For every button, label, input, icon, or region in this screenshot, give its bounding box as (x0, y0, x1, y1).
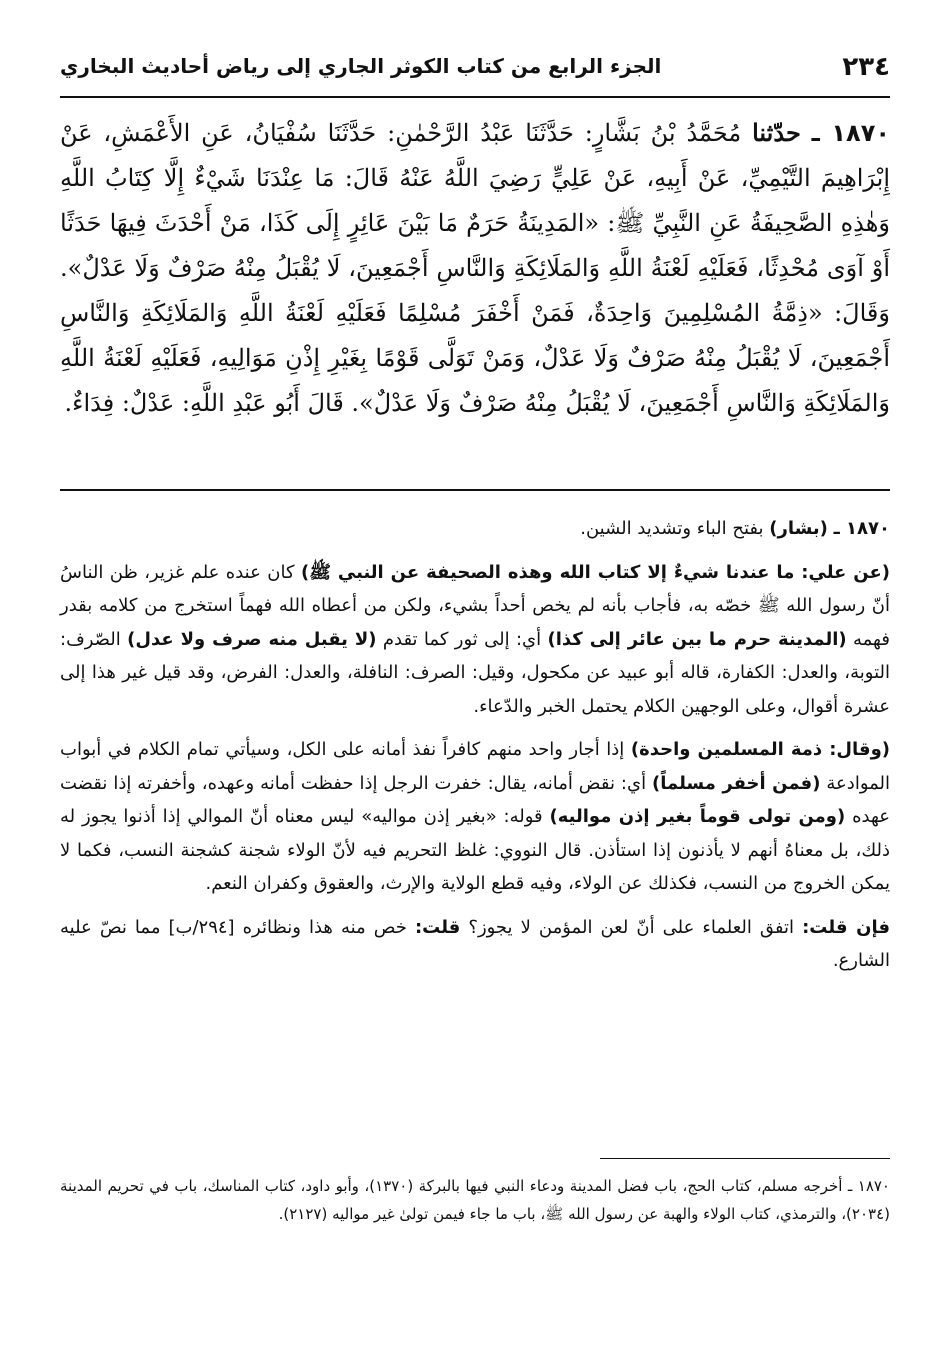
page-number: ٢٣٤ (842, 52, 890, 82)
commentary-text: أي: إلى ثور كما تقدم (382, 628, 542, 650)
commentary-number: ١٨٧٠ ـ (833, 518, 890, 539)
hadith-text (60, 110, 890, 426)
hadith-number: ١٨٧٠ ـ (811, 119, 890, 147)
hadith-lead: حدّثنا (752, 118, 801, 147)
running-title: الجزء الرابع من كتاب الكوثر الجاري إلى رياض أحاديث البخاري (60, 54, 662, 78)
bold-term: (لا يقبل منه صرف ولا عدل) (127, 628, 377, 650)
commentary-text: بفتح الباء وتشديد الشين. (580, 518, 764, 539)
footnote: ١٨٧٠ ـ أخرجه مسلم، كتاب الحج، باب فضل المدينة ودعاء النبي فيها بالبركة (١٣٧٠)، وأبو داود، كتاب المناسك، باب في تحريم المدينة (٢٠٣٤)، والترمذي، كتاب الولاء والهبة عن رسول الله ﷺ، باب ما جاء فيمن تولىٰ غير مواليه (٢١٢٧). (60, 1177, 890, 1223)
commentary-text: قوله: «بغير إذن مواليه» ليس معناه أنّ الموالي إذا أذنوا يجوز له ذلك، بل معناهُ أنهم لا يأذنون إذا استأذن. قال النووي: غلظ التحريم فيه لأنّ الولاء شجنة كشجنة النسب، فكما لا يمكن الخروج من النسب، فكذلك عن الولاء، وفيه قطع الولاية والإرث، والعقوق وكفران النعم. (60, 806, 890, 894)
commentary (60, 512, 890, 988)
commentary-text: الصّرف: التوبة، والعدل: الكفارة، قاله أبو عبيد عن مكحول، وقيل: الصرف: النافلة، والعدل: الفرض، وقد قيل غير هذا إلى عشرة أقوال، وعلى الوجهين الكلام يحتمل الخبر والدّعاء. (60, 628, 890, 717)
bold-term: (بشار) (769, 518, 828, 539)
bold-term: (عن علي: ما عندنا شيءٌ إلا كتاب الله وهذه الصحيفة عن النبي ﷺ) (300, 561, 891, 583)
commentary-text: أي: نقض أمانه، يقال: خفرت الرجل إذا حفظت أمانه وعهده، وأخفرته إذا نقضت عهده (60, 772, 890, 827)
commentary-paragraph (60, 512, 890, 546)
bold-term: (المدينة حرم ما بين عائر إلى كذا) (547, 628, 847, 650)
bold-term: قلت: (414, 916, 461, 938)
commentary-paragraph (60, 556, 890, 724)
bold-term: (ومن تولى قوماً بغير إذن مواليه) (549, 806, 846, 827)
commentary-text: اتفق العلماء على أنّ لعن المؤمن لا يجوز؟ (468, 916, 795, 938)
hadith-body: مُحَمَّدُ بْنُ بَشَّارٍ: حَدَّثَنَا عَبْدُ الرَّحْمٰنِ: حَدَّثَنَا سُفْيَانُ، عَنِ الأَعْمَشِ، عَنْ إِبْرَاهِيمَ التَّيْمِيِّ، عَنْ أَبِيهِ، عَنْ عَلِيٍّ رَضِيَ اللَّهُ عَنْهُ قَالَ: مَا عِنْدَنَا شَيْءٌ إِلَّا كِتَابُ اللَّهِ وَهٰذِهِ الصَّحِيفَةُ عَنِ النَّبِيِّ ﷺ: «المَدِينَةُ حَرَمٌ مَا بَيْنَ عَائِرٍ إِلَى كَذَا، مَنْ أَحْدَثَ فِيهَا حَدَثًا أَوْ آوَى مُحْدِثًا، فَعَلَيْهِ لَعْنَةُ اللَّهِ وَالمَلَائِكَةِ وَالنَّاسِ أَجْمَعِينَ، لَا يُقْبَلُ مِنْهُ صَرْفٌ وَلَا عَدْلٌ». وَقَالَ: «ذِمَّةُ المُسْلِمِينَ وَاحِدَةٌ، فَمَنْ أَخْفَرَ مُسْلِمًا فَعَلَيْهِ لَعْنَةُ اللَّهِ وَالمَلَائِكَةِ وَالنَّاسِ أَجْمَعِينَ، لَا يُقْبَلُ مِنْهُ صَرْفٌ وَلَا عَدْلٌ، وَمَنْ تَوَلَّى قَوْمًا بِغَيْرِ إِذْنِ مَوَالِيهِ، فَعَلَيْهِ لَعْنَةُ اللَّهِ وَالمَلَائِكَةِ وَالنَّاسِ أَجْمَعِينَ، لَا يُقْبَلُ مِنْهُ صَرْفٌ وَلَا عَدْلٌ». قَالَ أَبُو عَبْدِ اللَّهِ: عَدْلٌ: فِدَاءٌ. (60, 119, 890, 417)
page-header (60, 44, 890, 98)
footnote-divider (600, 1158, 890, 1159)
commentary-paragraph (60, 733, 890, 901)
commentary-text: كان عنده علم غزير، ظن الناسُ أنّ رسول الله ﷺ خصّه به، فأجاب بأنه لم يخص أحداً بشيء، ولكن من أعطاه الله فهماً استخرج من كلامه بقدر فهمه (60, 561, 890, 650)
commentary-paragraph (60, 911, 890, 978)
commentary-text: خص منه هذا ونظائره [٢٩٤/ب] مما نصّ عليه الشارع. (60, 916, 890, 971)
bold-term: (وقال: ذمة المسلمين واحدة) (630, 739, 891, 760)
commentary-text: إذا أجار واحد منهم كافراً نفذ أمانه على الكل، وسيأتي تمام الكلام في أبواب الموادعة (60, 739, 891, 794)
bold-term: (فمن أخفر مسلماً) (652, 772, 821, 794)
bold-term: فإن قلت: (802, 916, 890, 938)
section-divider (60, 489, 890, 491)
